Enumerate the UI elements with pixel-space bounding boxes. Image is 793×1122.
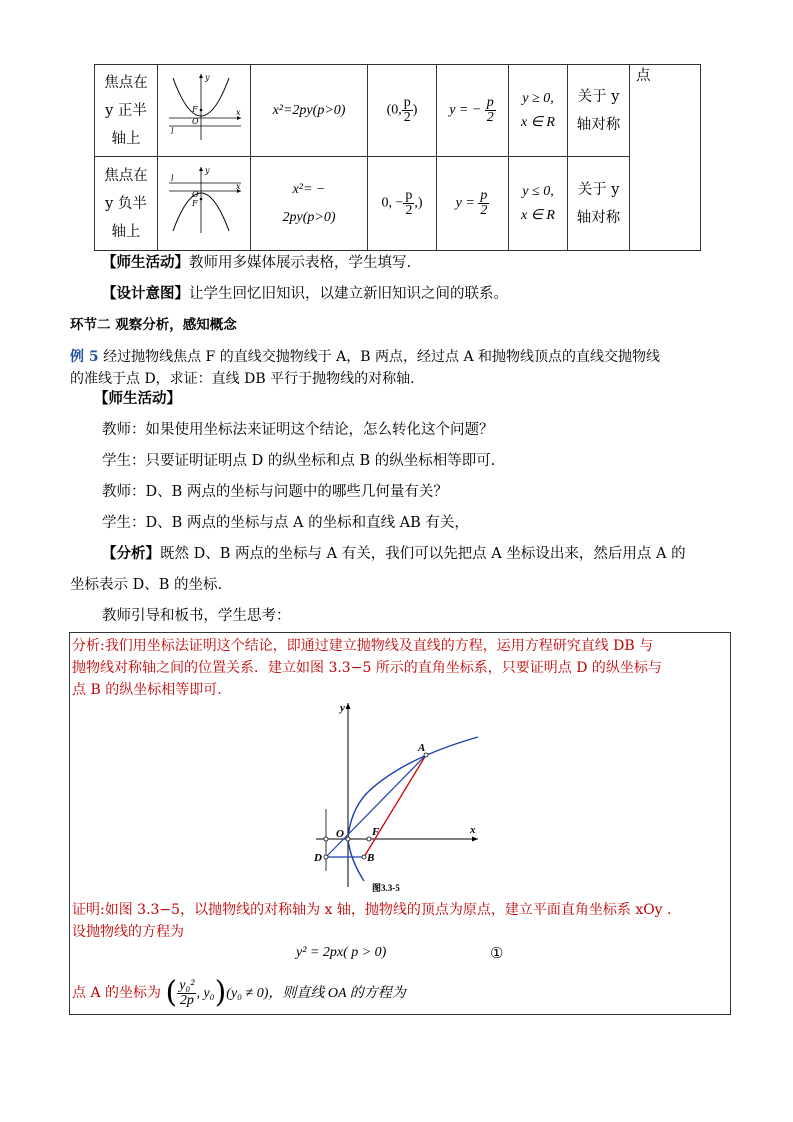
symmetry-line: 轴对称	[576, 116, 621, 133]
analysis-text: 既然 D、B 两点的坐标与 A 有关，我们可以先把点 A 坐标设出来，然后用点 A 的	[160, 546, 686, 562]
figure-label-a: A	[418, 742, 426, 754]
focus-prefix: (0,	[386, 102, 402, 118]
paren-left: (	[165, 975, 178, 1010]
graph-label-l: l	[171, 173, 174, 183]
box-analysis-text	[72, 635, 728, 701]
row-name-line: y 正半	[105, 102, 147, 119]
graph-label-l: l	[171, 126, 174, 136]
analysis-label: 【分析】	[102, 545, 160, 562]
row-name-cell	[95, 157, 158, 251]
directrix-prefix: y =	[455, 195, 475, 211]
directrix-fraction	[478, 189, 489, 218]
directrix-den: 2	[486, 110, 494, 125]
proof-line: 设抛物线的方程为	[72, 924, 184, 940]
graph-label-f: F	[192, 104, 198, 114]
focus-fraction	[403, 189, 414, 218]
example-paragraph	[70, 346, 740, 390]
focus-suffix: )	[412, 102, 418, 118]
point-a-pre: 点 A 的坐标为	[72, 985, 162, 1001]
extra-cell	[630, 65, 701, 251]
directrix-den: 2	[480, 203, 488, 218]
graph-cell	[158, 157, 251, 251]
equation-cell	[251, 65, 368, 157]
figure-label-x: x	[470, 824, 476, 836]
example-line: 的准线于点 D，求证：直线 DB 平行于抛物线的对称轴.	[70, 371, 415, 387]
graph-label-o: O	[192, 189, 199, 199]
teacher-activity-text: 教师用多媒体展示表格，学生填写.	[189, 255, 412, 271]
equation-line: x²= −	[292, 181, 326, 197]
coord-tail: , y₀	[196, 986, 215, 1001]
range-line: x ∈ R	[521, 207, 555, 223]
analysis-line	[102, 543, 686, 565]
focus-prefix: 0, −	[381, 195, 404, 211]
range-line: y ≥ 0,	[522, 90, 554, 106]
equation-cell	[251, 157, 368, 251]
table-row	[95, 157, 701, 251]
graph-cell	[158, 65, 251, 157]
row-name-line: 轴上	[111, 223, 141, 240]
section-title: 环节二 观察分析，感知概念	[70, 317, 237, 333]
figure-label-f: F	[372, 826, 380, 838]
range-line: y ≤ 0,	[522, 183, 554, 199]
figure-3-3-5	[306, 699, 486, 895]
parabola-equation: y² = 2px( p > 0)	[296, 945, 387, 960]
proof-line: 证明:如图 3.3−5，以抛物线的对称轴为 x 轴，抛物线的顶点为原点，建立平面直角坐标系 xOy .	[72, 902, 672, 918]
analysis-line: 坐标表示 D、B 的坐标.	[70, 577, 223, 593]
range-cell	[509, 157, 568, 251]
focus-cell	[368, 157, 437, 251]
parabola-table	[94, 64, 701, 251]
directrix-cell	[437, 65, 509, 157]
dialog-line: 教师：D、B 两点的坐标与问题中的哪些几何量有关？	[102, 484, 448, 500]
symmetry-line: 关于 y	[577, 88, 620, 105]
parabola-down-graph	[161, 161, 247, 237]
guide-text: 教师引导和板书，学生思考：	[102, 608, 291, 624]
box-label: 分析:	[72, 638, 105, 654]
coord-fraction	[177, 979, 196, 1008]
graph-label-y: y	[205, 72, 210, 82]
range-cell	[509, 65, 568, 157]
symmetry-cell	[568, 65, 630, 157]
directrix-num: p	[480, 188, 488, 203]
row-name-line: 焦点在	[104, 167, 148, 184]
figure-caption: 图3.3-5	[372, 883, 400, 893]
focus-den: 2	[405, 203, 413, 218]
extra-text: 点	[636, 68, 651, 84]
graph-label-o: O	[192, 116, 199, 126]
design-intent-label: 【设计意图】	[102, 285, 189, 302]
graph-label-f: F	[192, 198, 198, 208]
symmetry-cell	[568, 157, 630, 251]
teacher-activity-paragraph	[102, 252, 411, 274]
symmetry-line: 关于 y	[577, 181, 620, 198]
paren-right: )	[214, 975, 227, 1010]
row-name-line: 轴上	[111, 130, 141, 147]
point-a-line	[72, 973, 406, 1014]
dialog-line: 学生：只要证明证明点 D 的纵坐标和点 B 的纵坐标相等即可.	[102, 453, 496, 469]
focus-cell	[368, 65, 437, 157]
row-name-line: 焦点在	[104, 74, 148, 91]
focus-den: 2	[403, 110, 411, 125]
activity-label: 【师生活动】	[94, 390, 181, 407]
focus-suffix: ,)	[414, 195, 423, 211]
graph-label-x: x	[236, 107, 241, 117]
analysis-box	[69, 632, 731, 1015]
directrix-prefix: y = −	[449, 102, 482, 118]
graph-label-y: y	[205, 165, 210, 175]
table-row	[95, 65, 701, 157]
example-line: 经过抛物线焦点 F 的直线交抛物线于 A，B 两点，经过点 A 和抛物线顶点的直线交抛物线	[103, 349, 660, 365]
coord-num: y₀²	[179, 977, 195, 993]
focus-num: p	[405, 188, 413, 203]
equation-text: x²=2py(p>0)	[272, 102, 346, 118]
figure-label-d: D	[314, 852, 322, 864]
box-line: 抛物线对称轴之间的位置关系．建立如图 3.3−5 所示的直角坐标系，只要证明点 D 的纵坐标与	[72, 660, 662, 676]
directrix-fraction	[485, 96, 496, 125]
focus-num: p	[403, 95, 411, 110]
equation-number: ①	[490, 944, 504, 962]
point-a-cond: (y₀ ≠ 0)，则直线 OA 的方程为	[226, 986, 406, 1001]
symmetry-line: 轴对称	[576, 209, 621, 226]
dialog-line: 教师：如果使用坐标法来证明这个结论，怎么转化这个问题？	[102, 422, 494, 438]
range-line: x ∈ R	[521, 114, 555, 130]
example-label: 例 5	[70, 349, 99, 365]
design-intent-paragraph	[102, 283, 508, 305]
graph-label-x: x	[236, 181, 241, 191]
box-line: 我们用坐标法证明这个结论，即通过建立抛物线及直线的方程，运用方程研究直线 DB 与	[104, 638, 654, 654]
design-intent-text: 让学生回忆旧知识，以建立新旧知识之间的联系。	[189, 286, 508, 302]
directrix-num: p	[486, 95, 494, 110]
focus-fraction	[402, 96, 413, 125]
teacher-activity-label: 【师生活动】	[102, 254, 189, 271]
figure-label-y: y	[340, 702, 345, 714]
equation-line: 2py(p>0)	[282, 209, 336, 225]
figure-label-b: B	[367, 852, 375, 864]
box-line: 点 B 的纵坐标相等即可.	[72, 682, 222, 698]
dialog-line: 学生：D、B 两点的坐标与点 A 的坐标和直线 AB 有关，	[102, 515, 469, 531]
figure-label-o: O	[336, 828, 344, 840]
row-name-line: y 负半	[105, 195, 147, 212]
row-name-cell	[95, 65, 158, 157]
parabola-up-graph	[161, 68, 247, 144]
coord-den: 2p	[179, 992, 194, 1008]
directrix-cell	[437, 157, 509, 251]
